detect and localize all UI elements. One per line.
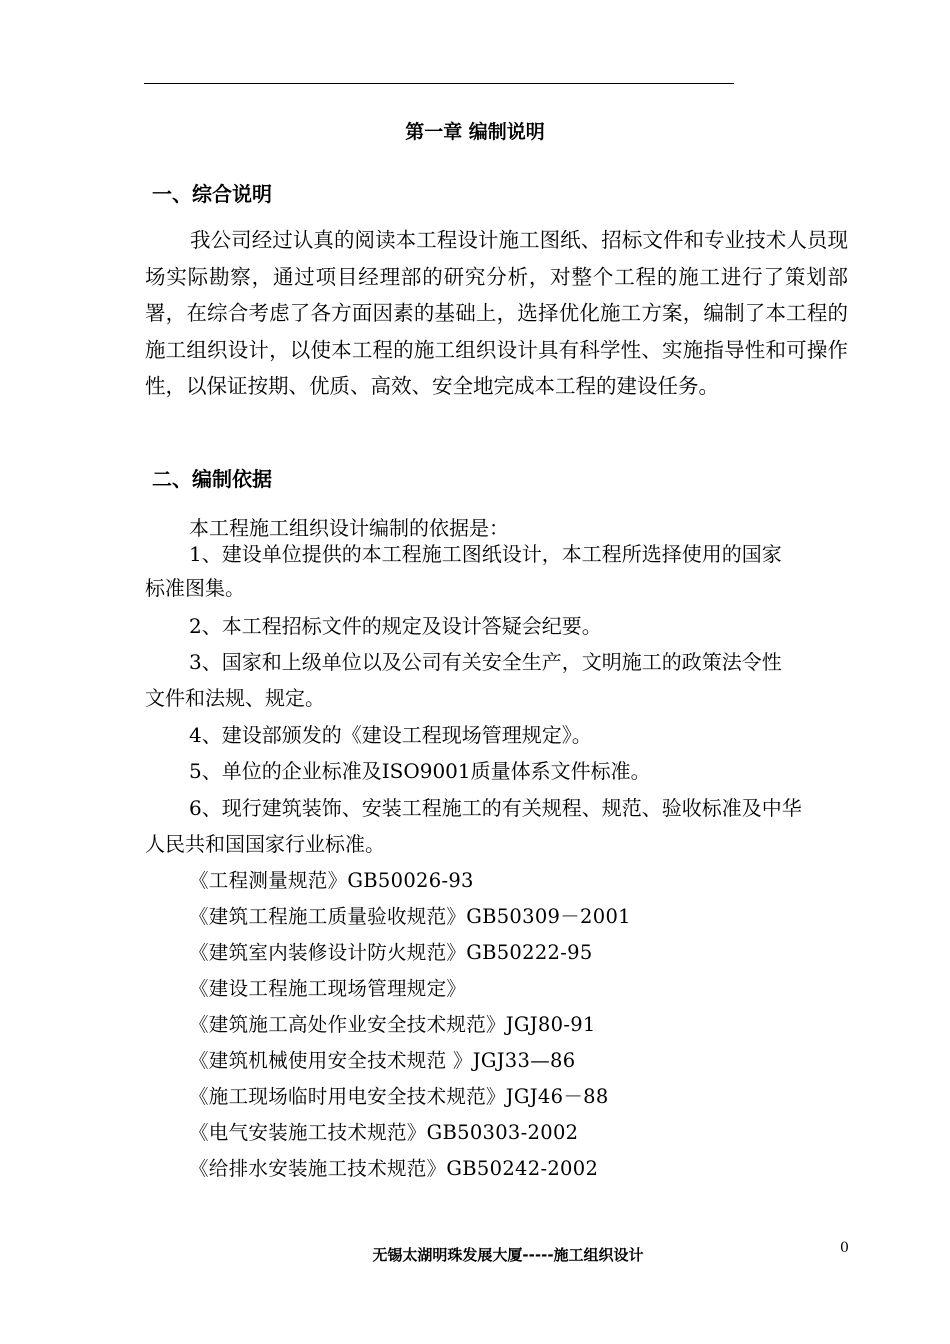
- standard-item-9: 《给排水安装施工技术规范》GB50242-2002: [189, 1157, 599, 1180]
- standard-item-8: 《电气安装施工技术规范》GB50303-2002: [189, 1121, 579, 1144]
- standard-item-2: 《建筑工程施工质量验收规范》GB50309－2001: [189, 905, 631, 928]
- basis-item-3-continuation: 文件和法规、规定。: [145, 686, 325, 710]
- basis-item-1: 1、建设单位提供的本工程施工图纸设计，本工程所选择使用的国家: [189, 542, 782, 566]
- standard-item-4: 《建设工程施工现场管理规定》: [189, 977, 467, 1000]
- basis-item-3: 3、国家和上级单位以及公司有关安全生产，文明施工的政策法令性: [189, 650, 782, 674]
- basis-item-5: 5、单位的企业标准及ISO9001质量体系文件标准。: [189, 759, 651, 783]
- standard-item-7: 《施工现场临时用电安全技术规范》JGJ46－88: [189, 1085, 609, 1108]
- standard-item-6: 《建筑机械使用安全技术规范 》JGJ33—86: [189, 1049, 576, 1072]
- basis-item-2: 2、本工程招标文件的规定及设计答疑会纪要。: [189, 614, 602, 638]
- standard-item-5: 《建筑施工高处作业安全技术规范》JGJ80-91: [189, 1013, 596, 1036]
- standard-item-3: 《建筑室内装修设计防火规范》GB50222-95: [189, 941, 593, 964]
- basis-item-1-continuation: 标准图集。: [145, 576, 245, 600]
- basis-item-6-continuation: 人民共和国国家行业标准。: [145, 832, 385, 856]
- basis-item-4: 4、建设部颁发的《建设工程现场管理规定》。: [189, 723, 592, 747]
- basis-item-6: 6、现行建筑装饰、安装工程施工的有关规程、规范、验收标准及中华: [189, 796, 802, 820]
- section-heading-1: 一、综合说明: [152, 182, 272, 206]
- section-1-paragraph: 我公司经过认真的阅读本工程设计施工图纸、招标文件和专业技术人员现场实际勘察，通过项目经理部的研究分析，对整个工程的施工进行了策划部署，在综合考虑了各方面因素的基础上，选择优化施工方案，编制了本工程的施工组织设计，以使本工程的施工组织设计具有科学性、实施指导性和可操作性，以保证按期、优质、高效、安全地完成本工程的建设任务。: [145, 228, 848, 399]
- page-number: 0: [840, 1240, 849, 1256]
- section-heading-2: 二、编制依据: [152, 467, 272, 491]
- basis-intro: 本工程施工组织设计编制的依据是：: [189, 516, 509, 540]
- standard-item-1: 《工程测量规范》GB50026-93: [189, 869, 474, 892]
- chapter-title: 第一章 编制说明: [405, 121, 545, 143]
- footer-title: 无锡太湖明珠发展大厦-----施工组织设计: [372, 1246, 644, 1264]
- header-rule: [144, 83, 734, 84]
